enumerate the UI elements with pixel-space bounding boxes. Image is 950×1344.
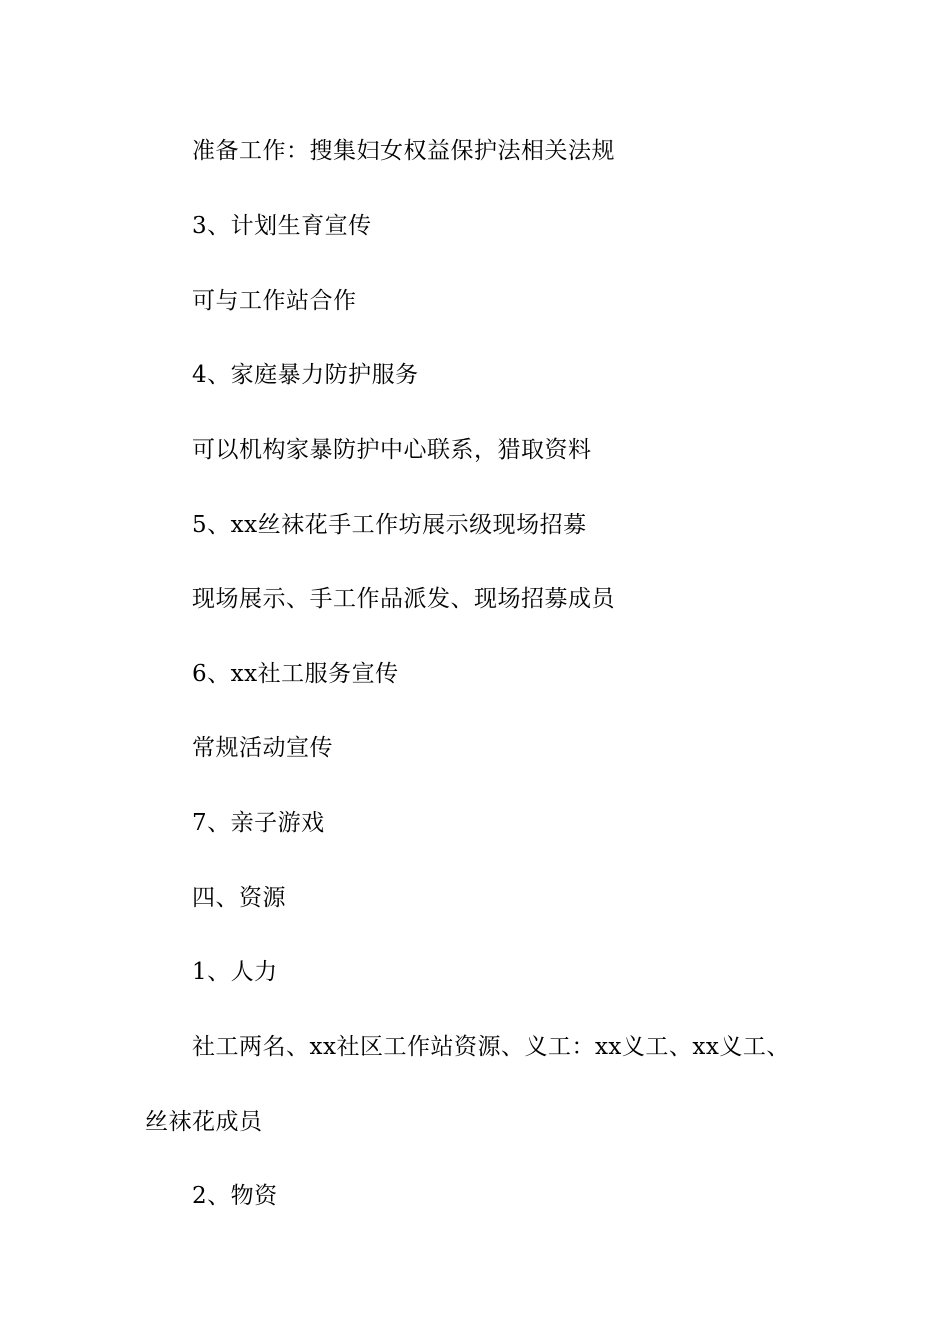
list-item-heading: 3、计划生育宣传 <box>192 213 372 239</box>
list-item-heading: 7、亲子游戏 <box>192 810 325 836</box>
list-item-heading: 1、人力 <box>192 959 278 985</box>
text-line-continuation: 丝袜花成员 <box>145 1109 263 1135</box>
text-line: 可与工作站合作 <box>192 288 357 314</box>
list-item-heading: 4、家庭暴力防护服务 <box>192 362 419 388</box>
text-line: 常规活动宣传 <box>192 735 333 761</box>
text-line: 社工两名、xx社区工作站资源、义工：xx义工、xx义工、 <box>192 1034 790 1060</box>
text-line: 现场展示、手工作品派发、现场招募成员 <box>192 586 615 612</box>
text-line: 可以机构家暴防护中心联系，猎取资料 <box>192 437 592 463</box>
text-line: 准备工作：搜集妇女权益保护法相关法规 <box>192 138 615 164</box>
section-heading: 四、资源 <box>192 885 286 911</box>
list-item-heading: 6、xx社工服务宣传 <box>192 661 399 687</box>
list-item-heading: 5、xx丝袜花手工作坊展示级现场招募 <box>192 512 587 538</box>
list-item-heading: 2、物资 <box>192 1183 278 1209</box>
